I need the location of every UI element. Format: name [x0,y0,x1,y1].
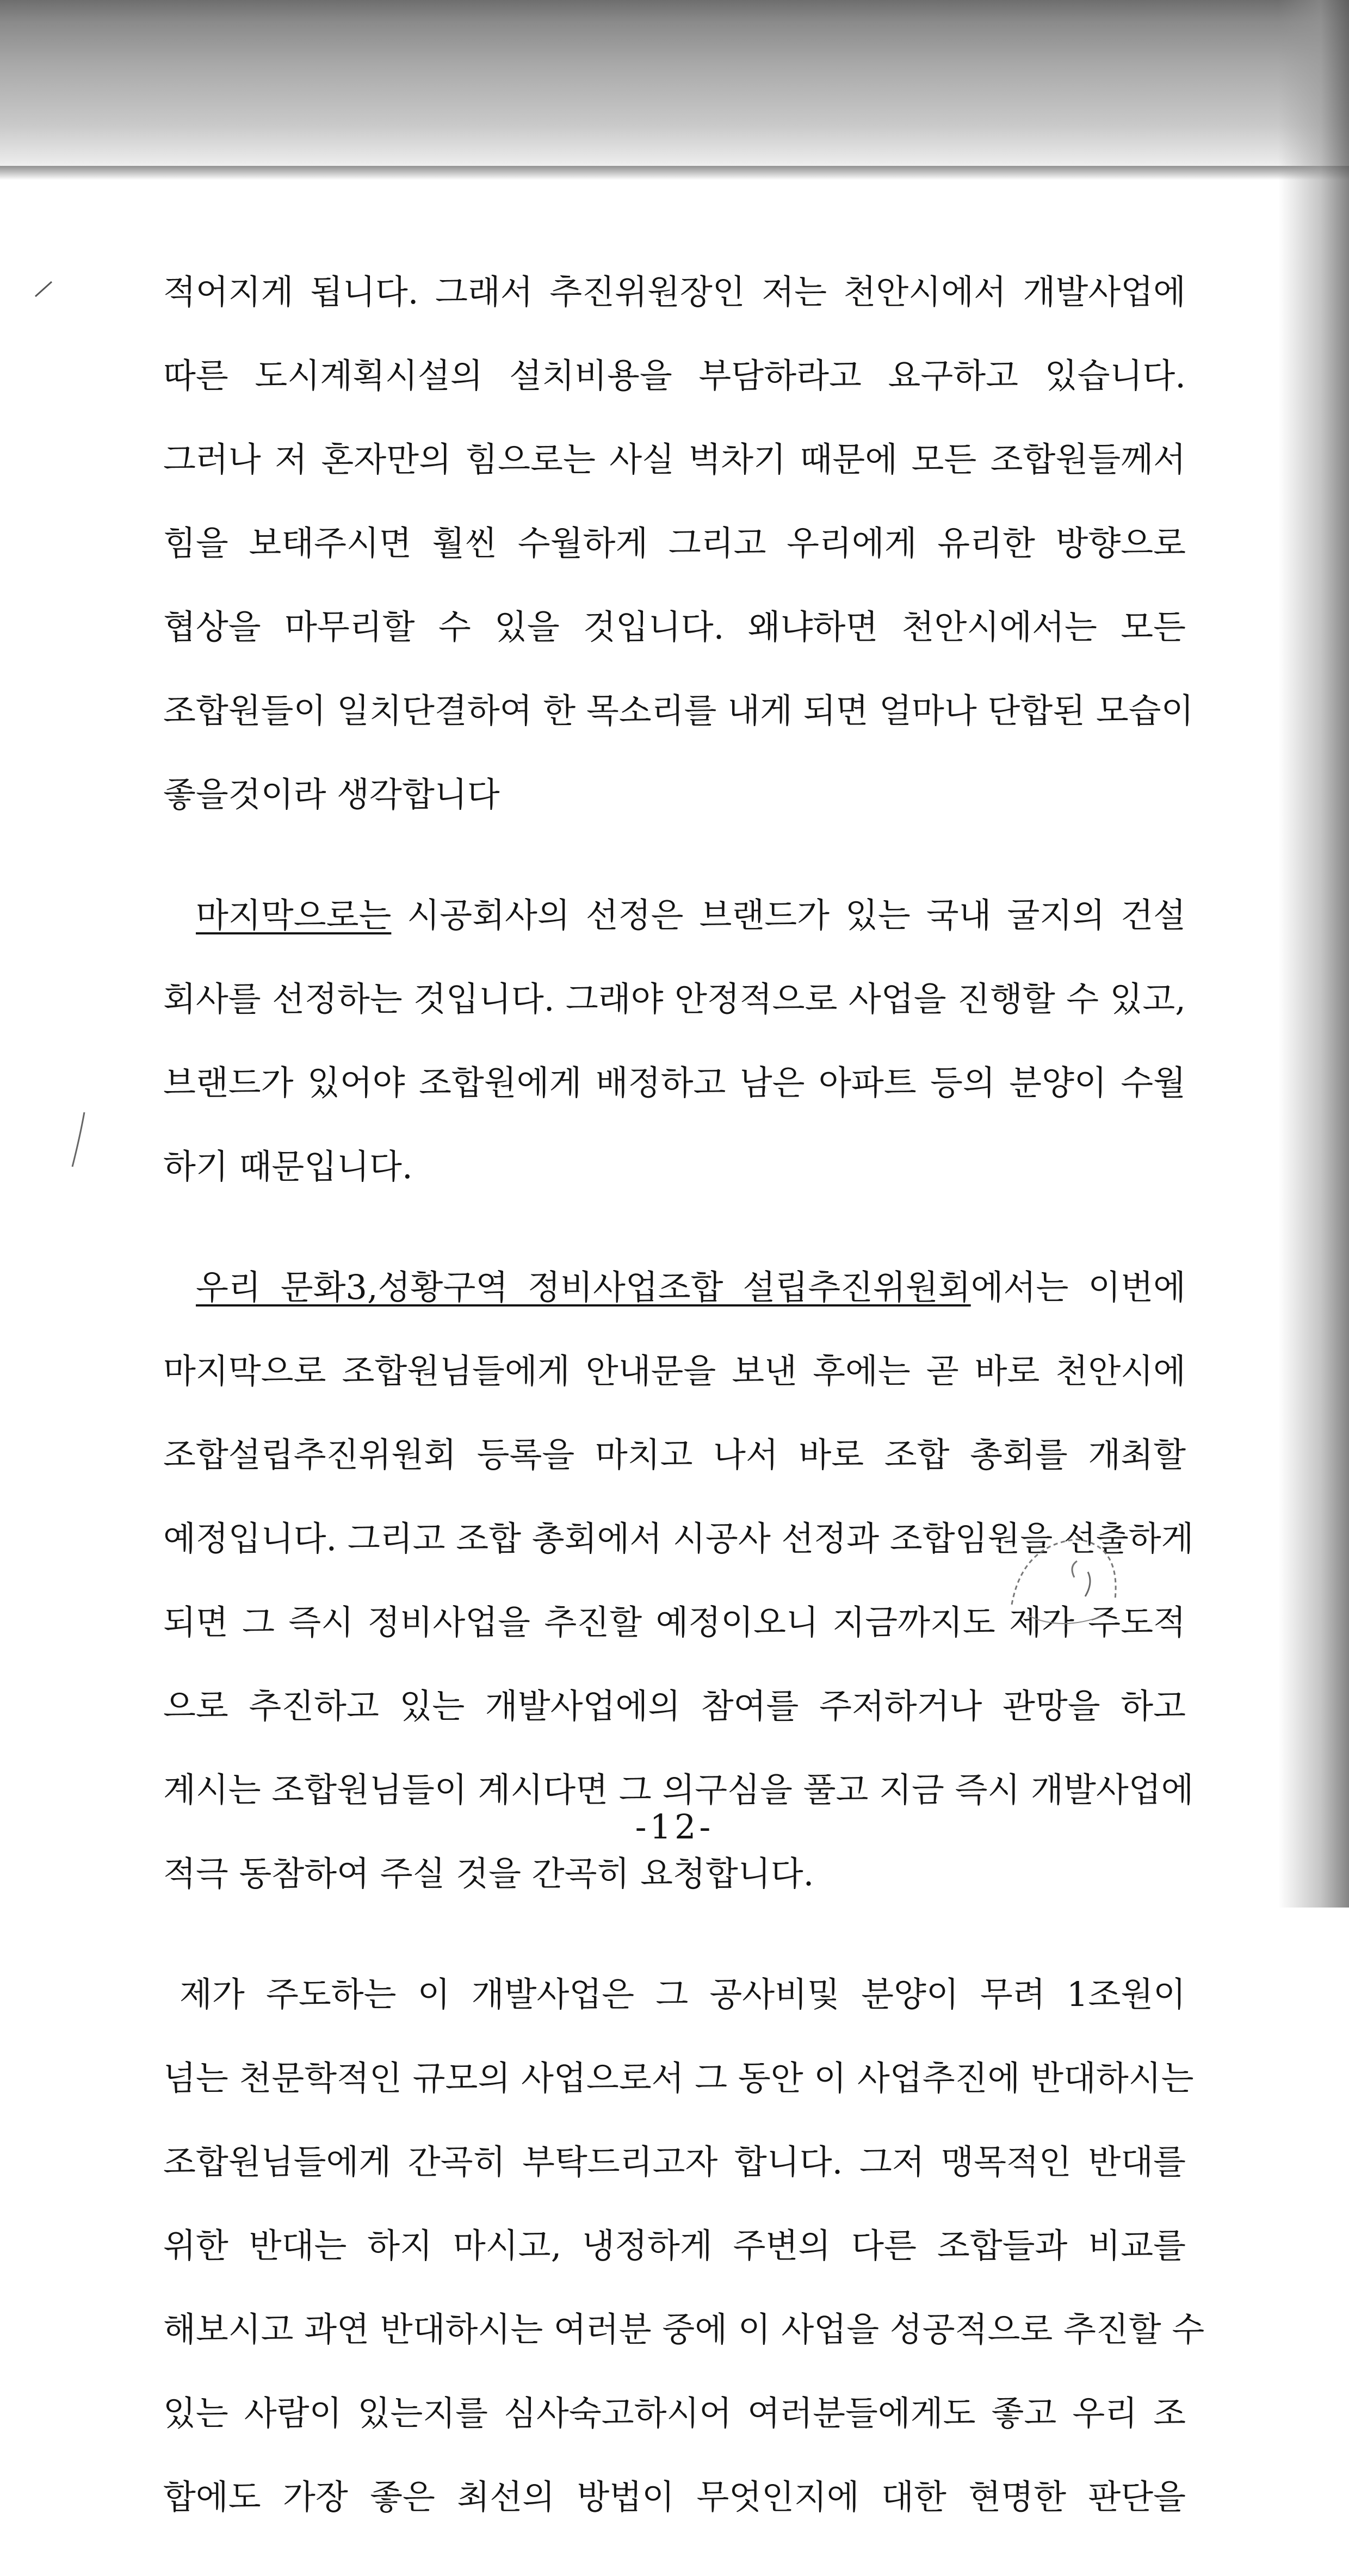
text-line: 있는 사람이 있는지를 심사숙고하시어 여러분들에게도 좋고 우리 조 [163,2393,1186,2433]
pen-mark [33,277,54,299]
paragraph [163,250,1194,837]
text-line: 브랜드가 있어야 조합원에게 배정하고 남은 아파트 등의 분양이 수월 [163,1063,1186,1103]
text-line [163,874,1186,957]
document-body [163,250,1205,2576]
text-line: 합에도 가장 좋은 최선의 방법이 무엇인지에 대한 현명한 판단을 [163,2477,1186,2517]
text-line: 조합원들이 일치단결하여 한 목소리를 내게 되면 얼마나 단합된 모습이 [163,691,1194,730]
text-line: 적극 동참하여 주실 것을 간곡히 요청합니다. [163,1854,814,1893]
text-line: 힘을 보태주시면 훨씬 수월하게 그리고 우리에게 유리한 방향으로 [163,523,1186,563]
seal-stamp [979,1507,1142,1670]
text-line: 좋을것이라 생각합니다 [163,775,500,814]
text-line: 예정입니다. 그리고 조합 총회에서 시공사 선정과 조합임원을 선출하게 [163,1519,1194,1558]
text-line: 계시는 조합원님들이 계시다면 그 의구심을 풀고 지금 즉시 개발사업에 [163,1770,1194,1810]
page-number: -12- [635,1807,714,1847]
text-line: 하기 때문입니다. [163,1147,413,1186]
scan-shadow-right [1278,0,1349,1908]
text-line: 되면 그 즉시 정비사업을 추진할 예정이오니 지금까지도 제가 주도적 [163,1602,1186,1642]
paragraph [163,1953,1205,2539]
pen-mark [68,1110,90,1169]
text-line: 제가 주도하는 이 개발사업은 그 공사비및 분양이 무려 1조원이 [180,1974,1186,2014]
underlined-phrase: 마지막으로는 [196,895,392,935]
scan-shadow-top [0,0,1349,179]
text-run: 시공회사의 선정은 브랜드가 있는 국내 굴지의 건설 [391,895,1186,935]
text-line: 협상을 마무리할 수 있을 것입니다. 왜냐하면 천안시에서는 모든 [163,607,1186,647]
text-line: 조합설립추진위원회 등록을 마치고 나서 바로 조합 총회를 개최할 [163,1435,1186,1475]
text-line: 그러나 저 혼자만의 힘으로는 사실 벅차기 때문에 모든 조합원들께서 [163,439,1186,479]
text-run: 에서는 이번에 [970,1267,1186,1307]
underlined-phrase: 우리 문화3,성황구역 정비사업조합 설립추진위원회 [196,1267,971,1307]
text-line: 따른 도시계획시설의 설치비용을 부담하라고 요구하고 있습니다. [163,356,1186,395]
scan-crease [0,166,1349,180]
text-line: 회사를 선정하는 것입니다. 그래야 안정적으로 사업을 진행할 수 있고, [163,979,1186,1019]
text-line: 마지막으로 조합원님들에게 안내문을 보낸 후에는 곧 바로 천안시에 [163,1351,1186,1391]
text-line [163,1246,1186,1329]
text-line: 적어지게 됩니다. 그래서 추진위원장인 저는 천안시에서 개발사업에 [163,272,1186,312]
text-line: 으로 추진하고 있는 개발사업에의 참여를 주저하거나 관망을 하고 [163,1686,1186,1726]
paragraph [163,874,1186,1209]
text-line: 위한 반대는 하지 마시고, 냉정하게 주변의 다른 조합들과 비교를 [163,2226,1186,2265]
text-line: 해보시고 과연 반대하시는 여러분 중에 이 사업을 성공적으로 추진할 수 [163,2309,1205,2349]
text-line: 넘는 천문학적인 규모의 사업으로서 그 동안 이 사업추진에 반대하시는 [163,2058,1194,2098]
text-line: 조합원님들에게 간곡히 부탁드리고자 합니다. 그저 맹목적인 반대를 [163,2142,1186,2182]
